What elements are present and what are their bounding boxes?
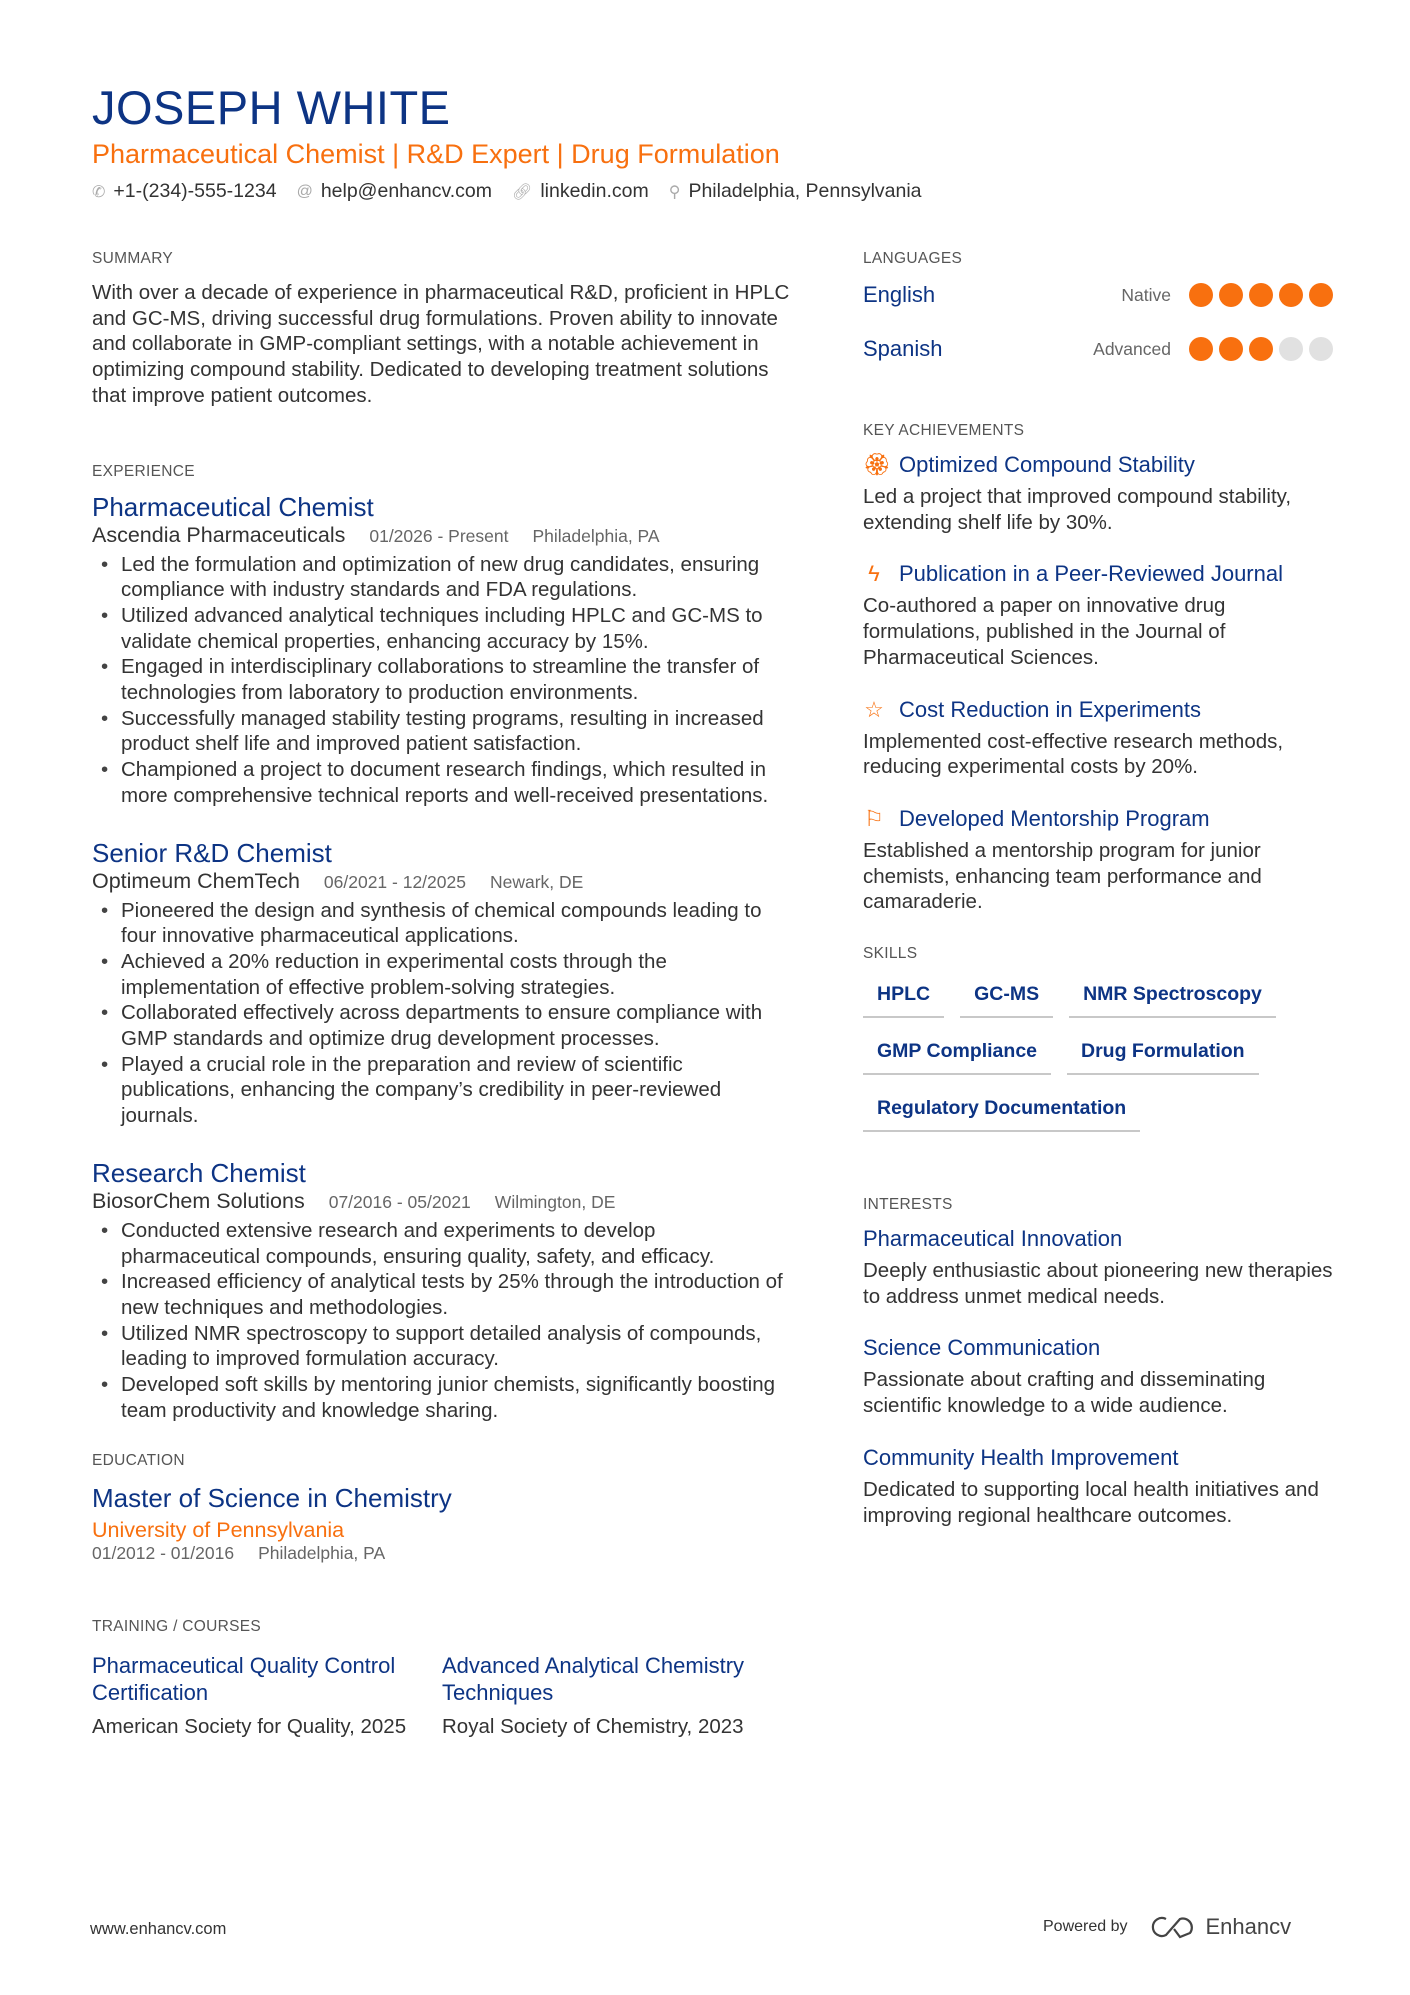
brand-name: Enhancv <box>1205 1914 1292 1939</box>
interest-item <box>863 1226 1333 1309</box>
skill-tag: NMR Spectroscopy <box>1069 977 1276 1018</box>
school: University of Pennsylvania <box>92 1517 345 1542</box>
education-section <box>92 1452 792 1564</box>
achievement-title: Publication in a Peer-Reviewed Journal <box>899 561 1283 587</box>
bullet-item: • Engaged in interdisciplinary collaborations to streamline the transfer of technologies from laboratory to production environments. <box>92 654 792 705</box>
left-column <box>92 250 792 1739</box>
interest-item <box>863 1335 1333 1418</box>
job-location: Philadelphia, PA <box>532 525 660 546</box>
language-rating <box>1189 283 1333 307</box>
location-pin-icon: ⚲ <box>668 183 681 201</box>
course-provider: American Society for Quality, 2025 <box>92 1714 407 1738</box>
candidate-title: Pharmaceutical Chemist | R&D Expert | Drug Formulation <box>92 139 780 169</box>
company-name: Ascendia Pharmaceuticals <box>92 522 346 547</box>
achievement-item <box>863 561 1333 670</box>
achievement-title: Developed Mentorship Program <box>899 805 1210 831</box>
bullet-item: • Utilized advanced analytical techniques including HPLC and GC-MS to validate chemical properties, enhancing accuracy by 15%. <box>92 603 792 654</box>
at-icon: @ <box>296 182 313 200</box>
footer-branding <box>1043 1914 1291 1940</box>
job-title: Research Chemist <box>92 1157 306 1188</box>
location-text: Philadelphia, Pennsylvania <box>688 180 922 202</box>
job-dates: 07/2016 - 05/2021 <box>328 1191 471 1212</box>
training-section <box>92 1618 792 1740</box>
bullet-item: • Utilized NMR spectroscopy to support detailed analysis of compounds, leading to improved formulation accuracy. <box>92 1321 792 1372</box>
language-item <box>863 268 1333 322</box>
skill-tag: HPLC <box>863 977 944 1018</box>
interests-section <box>863 1196 1333 1528</box>
achievement-item <box>863 452 1333 535</box>
course-title: Pharmaceutical Quality Control Certification <box>92 1652 396 1705</box>
section-heading: LANGUAGES <box>863 250 963 267</box>
contact-link[interactable] <box>512 180 649 203</box>
rating-dot <box>1249 283 1273 307</box>
company-name: BiosorChem Solutions <box>92 1188 305 1213</box>
rating-dot <box>1309 283 1333 307</box>
interest-title: Community Health Improvement <box>863 1444 1179 1470</box>
interest-text: Passionate about crafting and disseminating scientific knowledge to a wide audience. <box>863 1368 1266 1418</box>
skills-section <box>863 945 1333 1132</box>
achievement-text: Implemented cost-effective research methods, reducing experimental costs by 20%. <box>863 729 1284 779</box>
bullet-item: • Pioneered the design and synthesis of chemical compounds leading to four innovative pharmaceutical applications. <box>92 898 792 949</box>
job-title: Pharmaceutical Chemist <box>92 491 374 522</box>
experience-section <box>92 463 792 1424</box>
course-provider: Royal Society of Chemistry, 2023 <box>442 1714 744 1738</box>
interest-item <box>863 1445 1333 1528</box>
job-entry <box>92 837 792 1129</box>
degree: Master of Science in Chemistry <box>92 1482 452 1513</box>
job-meta <box>92 523 792 548</box>
achievement-header <box>863 452 1333 478</box>
education-location: Philadelphia, PA <box>258 1542 386 1563</box>
job-bullets <box>92 552 792 809</box>
achievement-text: Established a mentorship program for junior chemists, enhancing team performance and camaraderie. <box>863 838 1262 914</box>
powered-by-text: Powered by <box>1043 1918 1128 1935</box>
bullet-item: • Achieved a 20% reduction in experimental costs through the implementation of effective problem-solving strategies. <box>92 949 792 1000</box>
email-text[interactable]: help@enhancv.com <box>320 180 493 202</box>
phone-text: +1-(234)-555-1234 <box>113 180 277 202</box>
achievement-header <box>863 806 1333 832</box>
languages-section <box>863 250 1333 376</box>
company-name: Optimeum ChemTech <box>92 868 300 893</box>
summary-text: With over a decade of experience in pharmaceutical R&D, proficient in HPLC and GC-MS, driving successful drug formulations. Proven ability to innovate and collaborate in GMP-compliant settings, with a notable achievement in optimizing compound stability. Dedicated to developing treatment solutions that improve patient outcomes. <box>92 281 790 407</box>
award-icon: 🏵︎ <box>863 452 891 477</box>
job-dates: 01/2026 - Present <box>369 525 509 546</box>
job-location: Wilmington, DE <box>494 1191 616 1212</box>
candidate-name: JOSEPH WHITE <box>92 81 451 134</box>
language-level: Native <box>1121 284 1171 305</box>
language-name: Spanish <box>863 336 943 361</box>
star-icon: ☆ <box>864 696 884 722</box>
skill-tag: GMP Compliance <box>863 1034 1051 1075</box>
achievement-text: Led a project that improved compound stability, extending shelf life by 30%. <box>863 485 1292 534</box>
job-bullets <box>92 1218 792 1424</box>
section-heading: EXPERIENCE <box>92 462 195 480</box>
skill-tag: Drug Formulation <box>1067 1034 1259 1075</box>
job-entry <box>92 1157 792 1424</box>
language-level: Advanced <box>1093 338 1171 359</box>
contact-email[interactable] <box>297 180 492 203</box>
contact-location <box>669 180 922 203</box>
achievement-header <box>863 697 1333 723</box>
course-title: Advanced Analytical Chemistry Techniques <box>442 1652 745 1705</box>
language-rating <box>1189 337 1333 361</box>
achievement-item <box>863 697 1333 780</box>
job-meta <box>92 869 792 894</box>
achievement-text: Co-authored a paper on innovative drug formulations, published in the Journal of Pharmaceutical Sciences. <box>863 594 1226 669</box>
rating-dot <box>1249 337 1273 361</box>
bullet-item: • Developed soft skills by mentoring junior chemists, significantly boosting team productivity and knowledge sharing. <box>92 1372 792 1423</box>
interest-title: Pharmaceutical Innovation <box>863 1226 1123 1252</box>
rating-dot <box>1219 337 1243 361</box>
achievement-item <box>863 806 1333 915</box>
bullet-item: • Increased efficiency of analytical tests by 25% through the introduction of new techniques and methodologies. <box>92 1269 792 1320</box>
language-item <box>863 322 1333 376</box>
bullet-item: • Played a crucial role in the preparation and review of scientific publications, enhancing the company’s credibility in peer-reviewed journals. <box>92 1052 792 1129</box>
rating-dot <box>1189 283 1213 307</box>
enhancv-logo[interactable] <box>1150 1914 1292 1940</box>
job-meta <box>92 1189 792 1214</box>
section-heading: SKILLS <box>863 945 918 963</box>
bullet-item: • Led the formulation and optimization of new drug candidates, ensuring compliance with industry standards and FDA regulations. <box>92 552 792 603</box>
education-dates: 01/2012 - 01/2016 <box>92 1542 235 1563</box>
enhancv-logo-icon <box>1150 1915 1196 1939</box>
skill-tag: GC-MS <box>960 977 1053 1018</box>
interest-title: Science Communication <box>863 1335 1101 1361</box>
job-location: Newark, DE <box>489 871 584 892</box>
link-icon: 🔗︎ <box>512 183 533 201</box>
flag-icon: ⚐ <box>864 805 884 831</box>
job-bullets <box>92 898 792 1129</box>
bullet-item: • Championed a project to document research findings, which resulted in more comprehensive technical reports and well-received presentations. <box>92 757 792 808</box>
link-text[interactable]: linkedin.com <box>540 180 649 202</box>
achievement-title: Cost Reduction in Experiments <box>899 696 1202 722</box>
section-heading: EDUCATION <box>92 1451 185 1469</box>
achievement-title: Optimized Compound Stability <box>899 452 1195 477</box>
bullet-item: • Successfully managed stability testing programs, resulting in increased product shelf life and improved patient satisfaction. <box>92 706 792 757</box>
interest-text: Deeply enthusiastic about pioneering new therapies to address unmet medical needs. <box>863 1259 1333 1308</box>
interest-text: Dedicated to supporting local health initiatives and improving regional healthcare outcomes. <box>863 1477 1319 1527</box>
lightning-icon: ϟ <box>868 561 880 587</box>
footer-url[interactable]: www.enhancv.com <box>90 1920 227 1938</box>
skill-tag: Regulatory Documentation <box>863 1091 1140 1132</box>
bullet-item: • Collaborated effectively across departments to ensure compliance with GMP standards and optimize drug development processes. <box>92 1000 792 1051</box>
contact-info <box>92 180 922 203</box>
language-name: English <box>863 282 936 307</box>
course-item <box>92 1652 442 1740</box>
section-heading: SUMMARY <box>92 250 174 267</box>
contact-phone <box>92 180 277 203</box>
rating-dot <box>1279 337 1303 361</box>
bullet-item: • Conducted extensive research and experiments to develop pharmaceutical compounds, ensuring quality, safety, and efficacy. <box>92 1218 792 1269</box>
phone-icon: ✆ <box>92 183 106 201</box>
rating-dot <box>1309 337 1333 361</box>
job-dates: 06/2021 - 12/2025 <box>323 871 466 892</box>
summary-section <box>92 250 792 409</box>
rating-dot <box>1219 283 1243 307</box>
section-heading: TRAINING / COURSES <box>92 1617 262 1635</box>
achievement-header <box>863 561 1333 587</box>
section-heading: KEY ACHIEVEMENTS <box>863 422 1025 439</box>
right-column <box>863 250 1333 1554</box>
achievements-section <box>863 422 1333 915</box>
section-heading: INTERESTS <box>863 1196 953 1214</box>
education-meta <box>92 1543 792 1564</box>
course-item <box>442 1652 792 1740</box>
rating-dot <box>1279 283 1303 307</box>
job-entry <box>92 491 792 809</box>
job-title: Senior R&D Chemist <box>92 837 332 868</box>
rating-dot <box>1189 337 1213 361</box>
